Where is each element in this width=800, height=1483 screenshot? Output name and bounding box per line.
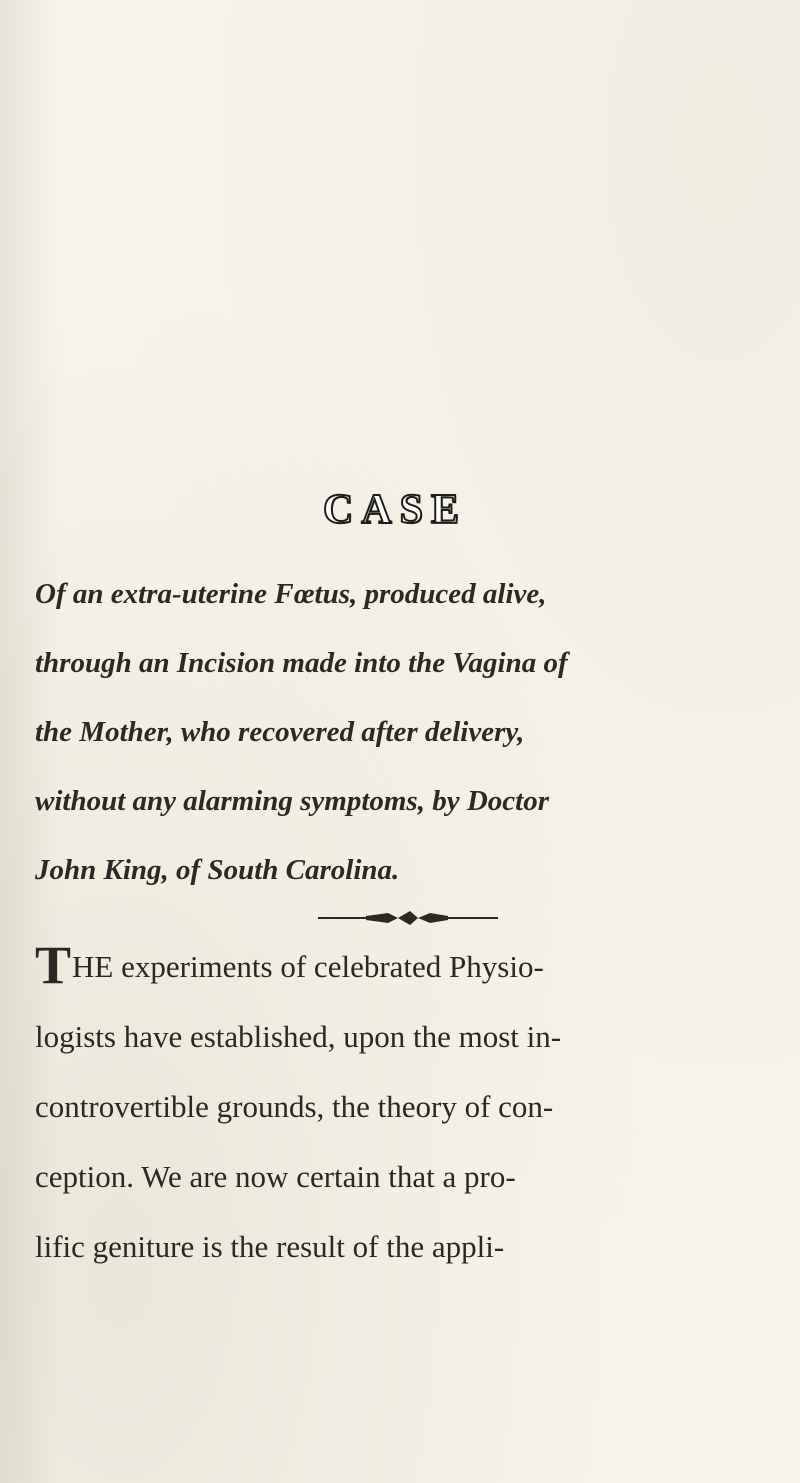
heading-letter: C bbox=[322, 487, 356, 533]
case-heading bbox=[262, 483, 522, 537]
heading-letter: A bbox=[361, 487, 394, 533]
body-line-first bbox=[35, 932, 775, 1002]
body-paragraph bbox=[35, 932, 775, 1282]
body-first-line-text: HE experiments of celebrated Physio- bbox=[72, 949, 544, 984]
body-line: ception. We are now certain that a pro- bbox=[35, 1159, 516, 1194]
title-line: Of an extra-uterine Fœtus, produced alive, bbox=[35, 578, 547, 610]
title-line: the Mother, who recovered after delivery, bbox=[35, 716, 525, 748]
case-title bbox=[35, 560, 775, 905]
heading-letter: S bbox=[399, 487, 426, 533]
body-line: logists have established, upon the most in- bbox=[35, 1019, 562, 1054]
title-line: without any alarming symptoms, by Doctor bbox=[35, 785, 549, 817]
body-line: lific geniture is the result of the appli- bbox=[35, 1229, 505, 1264]
ornamental-rule-icon bbox=[318, 910, 498, 926]
body-line: controvertible grounds, the theory of con- bbox=[35, 1089, 554, 1124]
title-line: John King, of South Carolina. bbox=[35, 854, 400, 886]
heading-letter: E bbox=[431, 487, 462, 533]
title-line: through an Incision made into the Vagina of bbox=[35, 647, 568, 679]
drop-cap: T bbox=[35, 935, 72, 995]
